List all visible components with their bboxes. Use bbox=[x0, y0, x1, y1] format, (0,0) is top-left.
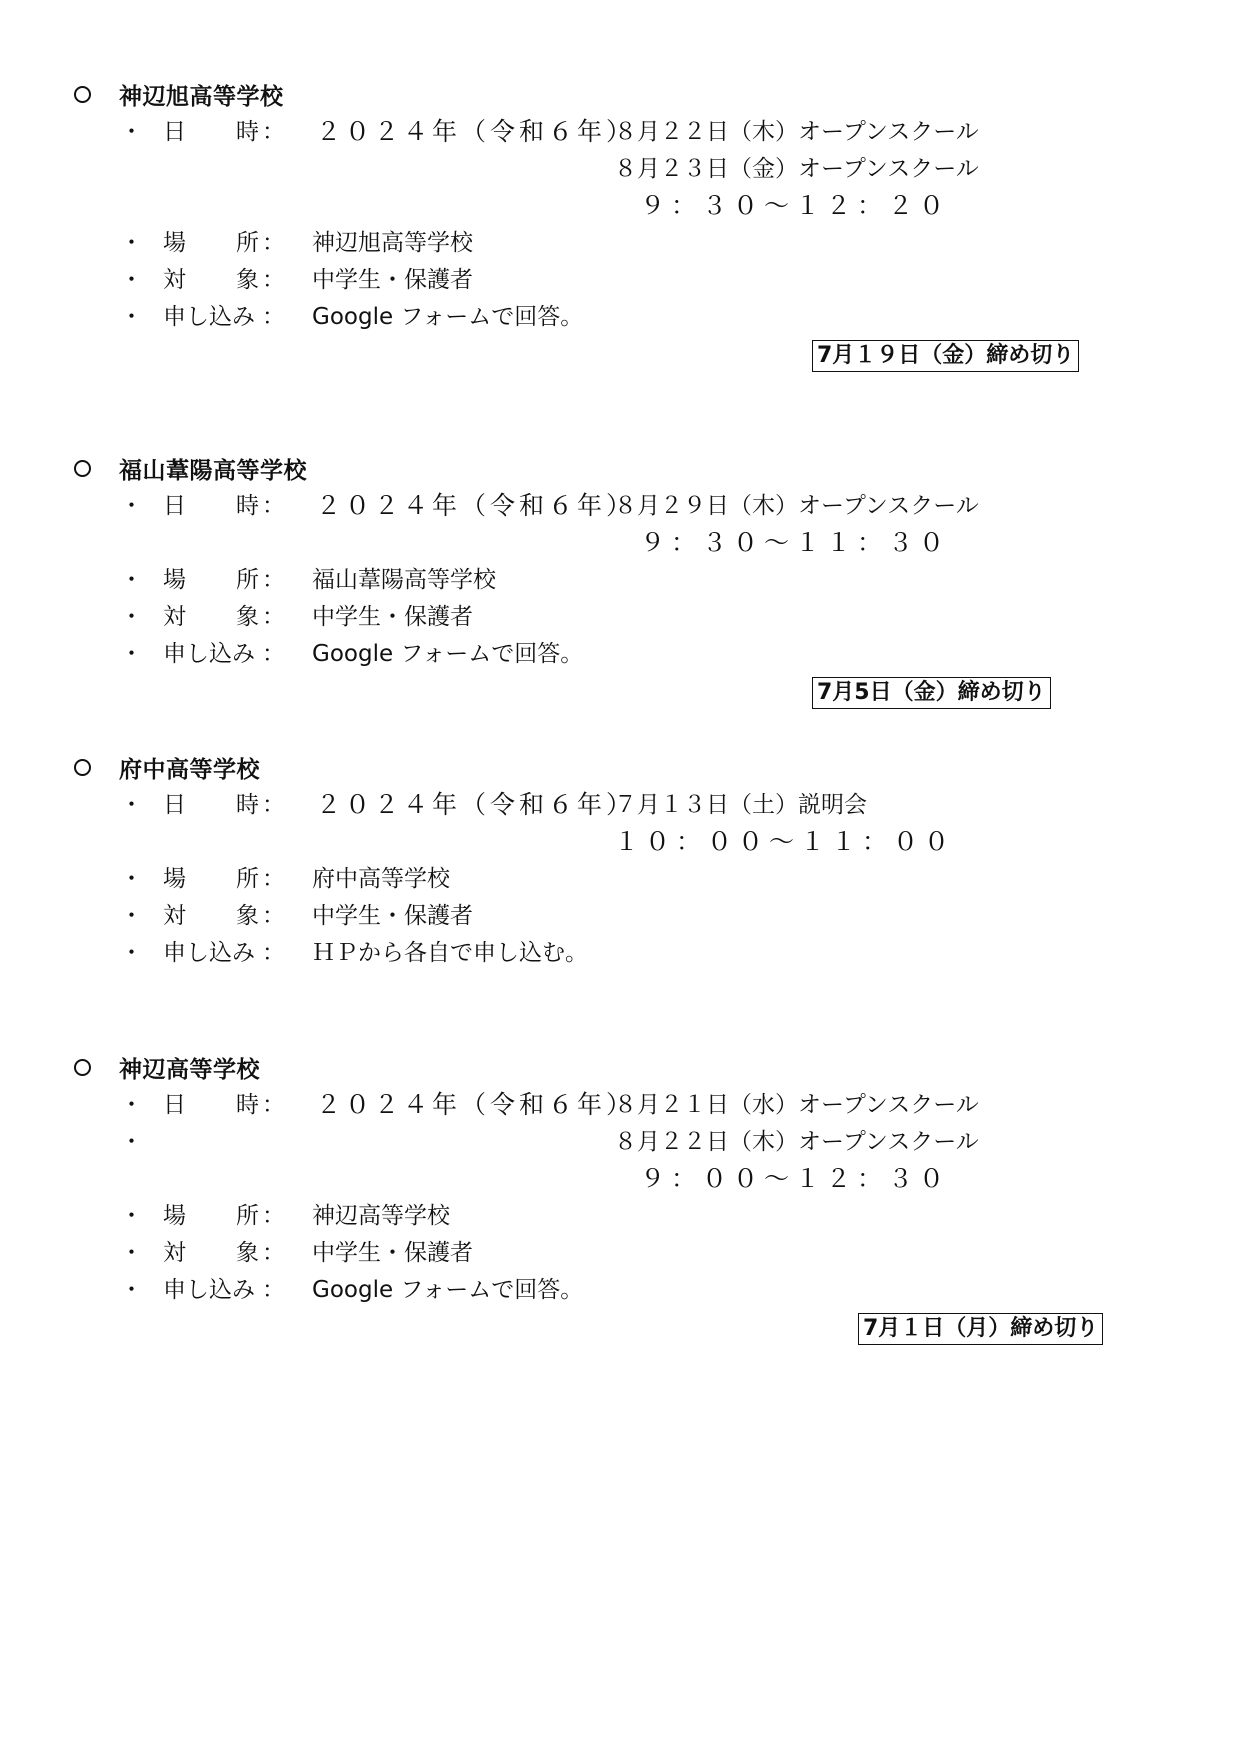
target-row bbox=[0, 600, 1241, 634]
date-label-2: 時 bbox=[236, 792, 259, 818]
place-row bbox=[0, 563, 1241, 597]
event-line: ８月２１日（水）オープンスクール bbox=[614, 1092, 979, 1118]
colon: ： bbox=[262, 1203, 285, 1229]
deadline-box: 7月5日（金）締め切り bbox=[812, 677, 1051, 709]
target-label-1: 対 bbox=[163, 604, 186, 630]
event-line: ８月２９日（木）オープンスクール bbox=[614, 493, 979, 519]
colon: ： bbox=[262, 604, 285, 630]
apply-value: Google フォームで回答。 bbox=[312, 1277, 584, 1303]
apply-label: 申し込み bbox=[163, 1277, 255, 1303]
deadline-box: 7月１日（月）締め切り bbox=[858, 1313, 1103, 1345]
apply-value: ＨＰから各自で申し込む。 bbox=[312, 940, 588, 966]
date-row-2 bbox=[0, 1125, 1241, 1159]
apply-label: 申し込み bbox=[163, 940, 255, 966]
place-value: 府中高等学校 bbox=[312, 866, 450, 892]
bullet: ・ bbox=[120, 604, 143, 630]
apply-value: Google フォームで回答。 bbox=[312, 641, 584, 667]
target-value: 中学生・保護者 bbox=[312, 267, 473, 293]
place-value: 福山葦陽高等学校 bbox=[312, 567, 496, 593]
target-label-2: 象 bbox=[236, 1240, 259, 1266]
bullet: ・ bbox=[120, 230, 143, 256]
bullet: ・ bbox=[120, 1092, 143, 1118]
year-text: ２０２４年（令和６年） bbox=[316, 117, 636, 146]
time-text: ９：３０〜１１：３０ bbox=[640, 528, 951, 557]
date-label-1: 日 bbox=[163, 493, 186, 519]
place-label-2: 所 bbox=[236, 1203, 259, 1229]
place-label-1: 場 bbox=[163, 1203, 186, 1229]
colon: ： bbox=[262, 230, 285, 256]
bullet: ・ bbox=[120, 119, 143, 145]
date-row bbox=[0, 788, 1241, 822]
colon: ： bbox=[262, 304, 285, 330]
colon: ： bbox=[262, 903, 285, 929]
circle-bullet-icon bbox=[74, 1059, 91, 1076]
target-value: 中学生・保護者 bbox=[312, 604, 473, 630]
circle-bullet-icon bbox=[74, 86, 91, 103]
colon: ： bbox=[262, 1240, 285, 1266]
apply-row bbox=[0, 936, 1241, 970]
bullet: ・ bbox=[120, 1277, 143, 1303]
colon: ： bbox=[262, 119, 285, 145]
target-label-1: 対 bbox=[163, 267, 186, 293]
target-value: 中学生・保護者 bbox=[312, 1240, 473, 1266]
place-row bbox=[0, 862, 1241, 896]
bullet: ・ bbox=[120, 1203, 143, 1229]
bullet: ・ bbox=[120, 866, 143, 892]
school-heading bbox=[74, 749, 260, 785]
year-text: ２０２４年（令和６年） bbox=[316, 491, 636, 520]
apply-row bbox=[0, 637, 1241, 671]
date-label-1: 日 bbox=[163, 1092, 186, 1118]
school-heading bbox=[74, 76, 284, 112]
colon: ： bbox=[262, 792, 285, 818]
target-value: 中学生・保護者 bbox=[312, 903, 473, 929]
deadline-box: 7月１９日（金）締め切り bbox=[812, 340, 1079, 372]
date-label-1: 日 bbox=[163, 792, 186, 818]
bullet: ・ bbox=[120, 493, 143, 519]
bullet: ・ bbox=[120, 304, 143, 330]
apply-label: 申し込み bbox=[163, 304, 255, 330]
apply-row bbox=[0, 300, 1241, 334]
bullet: ・ bbox=[120, 267, 143, 293]
place-label-1: 場 bbox=[163, 866, 186, 892]
year-text: ２０２４年（令和６年） bbox=[316, 1090, 636, 1119]
colon: ： bbox=[262, 641, 285, 667]
date-row bbox=[0, 489, 1241, 523]
colon: ： bbox=[262, 940, 285, 966]
target-label-2: 象 bbox=[236, 903, 259, 929]
colon: ： bbox=[262, 567, 285, 593]
place-label-2: 所 bbox=[236, 567, 259, 593]
bullet: ・ bbox=[120, 792, 143, 818]
bullet: ・ bbox=[120, 940, 143, 966]
time-row bbox=[0, 526, 1241, 560]
time-text: １０：００〜１１：００ bbox=[614, 827, 956, 856]
bullet: ・ bbox=[120, 903, 143, 929]
circle-bullet-icon bbox=[74, 759, 91, 776]
event-line: ８月２２日（木）オープンスクール bbox=[614, 119, 979, 145]
bullet: ・ bbox=[120, 1240, 143, 1266]
apply-value: Google フォームで回答。 bbox=[312, 304, 584, 330]
school-name: 神辺旭高等学校 bbox=[119, 83, 284, 110]
place-label-2: 所 bbox=[236, 230, 259, 256]
time-text: ９：３０〜１２：２０ bbox=[640, 191, 951, 220]
event-line: ８月２３日（金）オープンスクール bbox=[614, 156, 979, 182]
school-name: 福山葦陽高等学校 bbox=[119, 457, 307, 484]
event-line: ７月１３日（土）説明会 bbox=[614, 792, 867, 818]
place-value: 神辺旭高等学校 bbox=[312, 230, 473, 256]
time-row bbox=[0, 189, 1241, 223]
event-line: ８月２２日（木）オープンスクール bbox=[614, 1129, 979, 1155]
target-row bbox=[0, 1236, 1241, 1270]
target-row bbox=[0, 899, 1241, 933]
bullet: ・ bbox=[120, 641, 143, 667]
date-label-2: 時 bbox=[236, 1092, 259, 1118]
colon: ： bbox=[262, 1277, 285, 1303]
colon: ： bbox=[262, 1092, 285, 1118]
apply-label: 申し込み bbox=[163, 641, 255, 667]
place-value: 神辺高等学校 bbox=[312, 1203, 450, 1229]
date-label-2: 時 bbox=[236, 119, 259, 145]
bullet: ・ bbox=[120, 567, 143, 593]
place-label-1: 場 bbox=[163, 567, 186, 593]
bullet: ・ bbox=[120, 1129, 143, 1155]
circle-bullet-icon bbox=[74, 460, 91, 477]
time-row bbox=[0, 1162, 1241, 1196]
target-label-1: 対 bbox=[163, 1240, 186, 1266]
place-label-1: 場 bbox=[163, 230, 186, 256]
school-heading bbox=[74, 1049, 260, 1085]
colon: ： bbox=[262, 267, 285, 293]
target-row bbox=[0, 263, 1241, 297]
time-row bbox=[0, 825, 1241, 859]
target-label-2: 象 bbox=[236, 267, 259, 293]
school-name: 神辺高等学校 bbox=[119, 1056, 260, 1083]
year-text: ２０２４年（令和６年） bbox=[316, 790, 636, 819]
date-label-2: 時 bbox=[236, 493, 259, 519]
target-label-1: 対 bbox=[163, 903, 186, 929]
target-label-2: 象 bbox=[236, 604, 259, 630]
colon: ： bbox=[262, 866, 285, 892]
school-heading bbox=[74, 450, 307, 486]
time-text: ９：００〜１２：３０ bbox=[640, 1164, 951, 1193]
date-label-1: 日 bbox=[163, 119, 186, 145]
date-row bbox=[0, 115, 1241, 149]
place-label-2: 所 bbox=[236, 866, 259, 892]
date-row bbox=[0, 1088, 1241, 1122]
colon: ： bbox=[262, 493, 285, 519]
place-row bbox=[0, 1199, 1241, 1233]
school-name: 府中高等学校 bbox=[119, 756, 260, 783]
date-row-2 bbox=[0, 152, 1241, 186]
place-row bbox=[0, 226, 1241, 260]
apply-row bbox=[0, 1273, 1241, 1307]
